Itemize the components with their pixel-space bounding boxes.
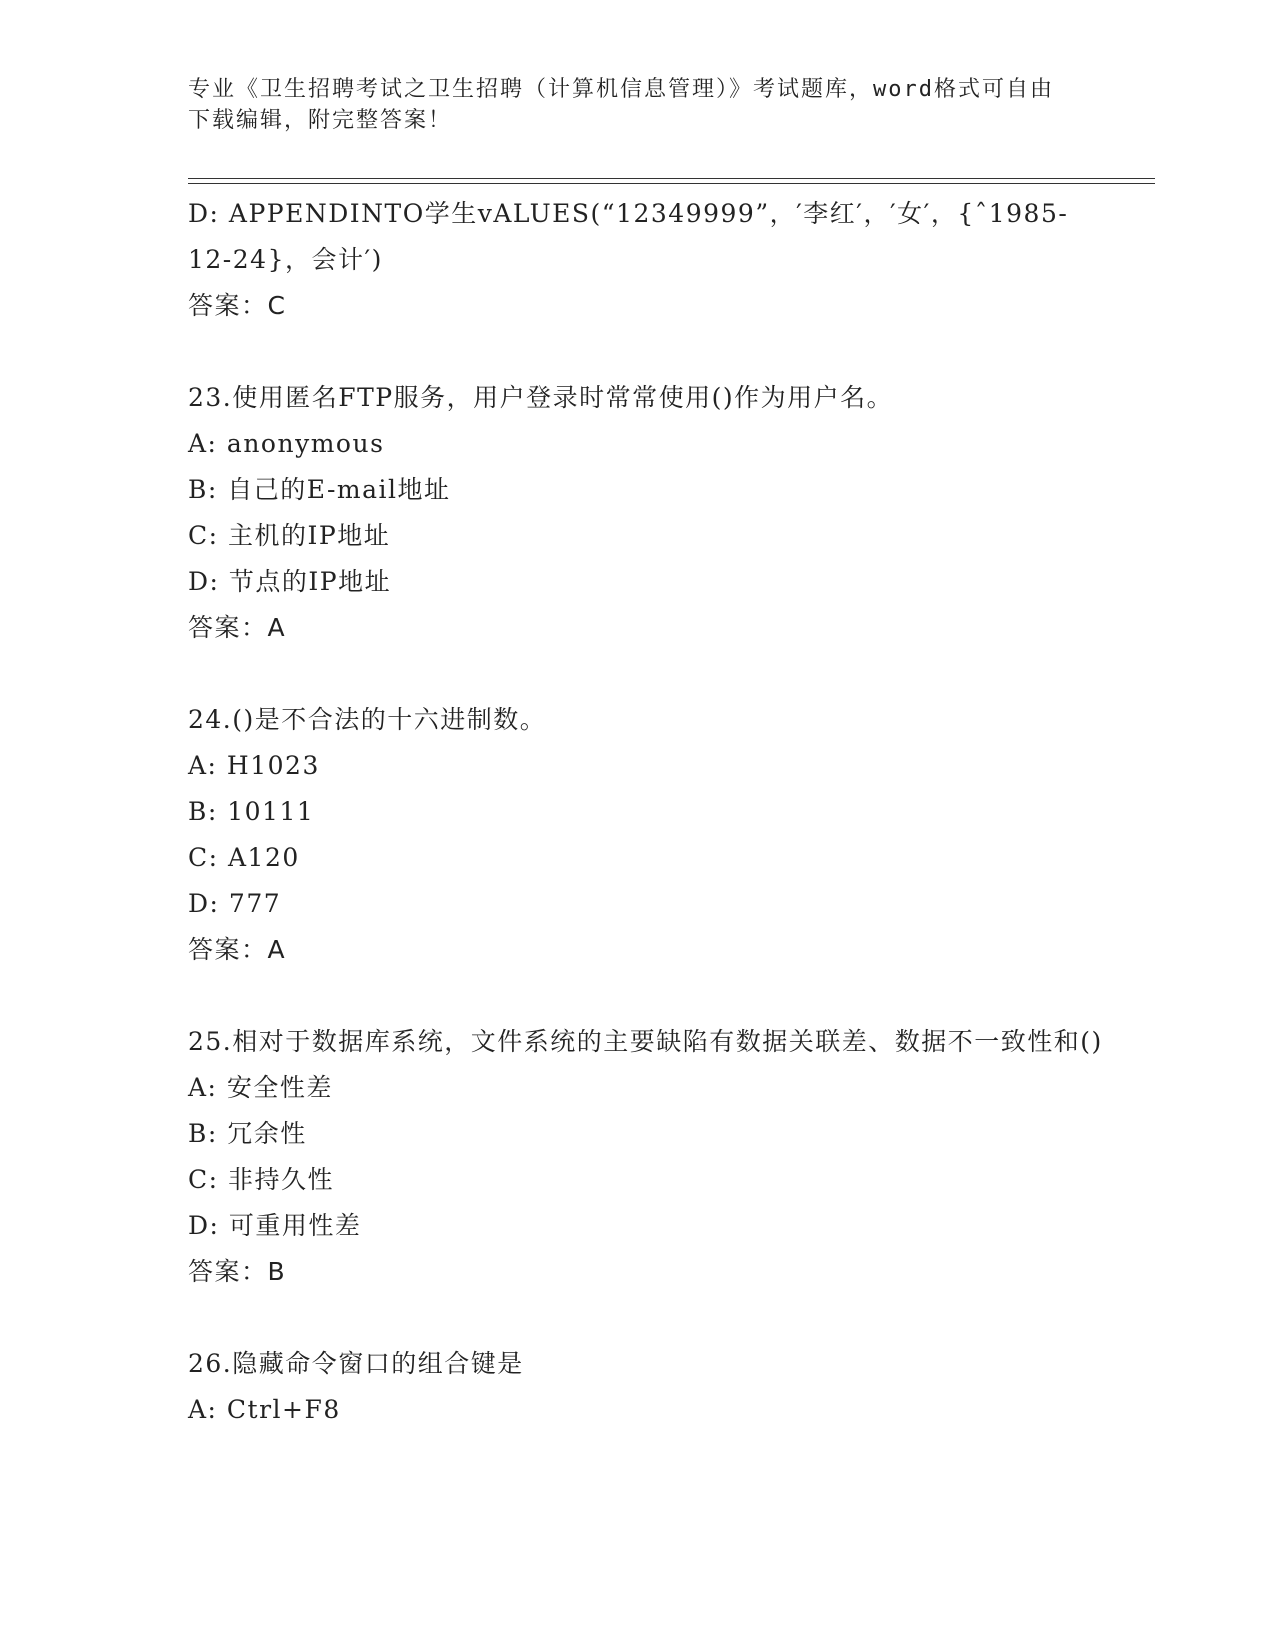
option-a: A: Ctrl+F8 bbox=[188, 1395, 341, 1424]
option-a: A: H1023 bbox=[188, 751, 320, 780]
question-26 bbox=[188, 1341, 1108, 1433]
option-b: B: 自己的E-mail地址 bbox=[188, 475, 451, 504]
answer-line: 答案：C bbox=[188, 291, 287, 320]
option-c: C: 非持久性 bbox=[188, 1165, 334, 1194]
option-c: C: A120 bbox=[188, 843, 300, 872]
question-23 bbox=[188, 375, 1108, 651]
question-stem: 24.()是不合法的十六进制数。 bbox=[188, 705, 547, 734]
answer-line: 答案：A bbox=[188, 935, 287, 964]
answer-line: 答案：B bbox=[188, 1257, 287, 1286]
header-divider-bottom bbox=[188, 183, 1155, 184]
option-c: C: 主机的IP地址 bbox=[188, 521, 391, 550]
option-d: D: 777 bbox=[188, 889, 282, 918]
header-divider-top bbox=[188, 178, 1155, 179]
option-d: D: 可重用性差 bbox=[188, 1211, 362, 1240]
question-stem: 23.使用匿名FTP服务，用户登录时常常使用()作为用户名。 bbox=[188, 383, 894, 412]
option-d: D: APPENDINTO学生vALUES(“12349999”，′李红′，′女′，{ˆ1985-12-24}，会计′) bbox=[188, 199, 1069, 274]
question-fragment-22 bbox=[188, 191, 1108, 329]
question-list bbox=[188, 191, 1108, 1433]
option-b: B: 10111 bbox=[188, 797, 315, 826]
question-stem: 25.相对于数据库系统，文件系统的主要缺陷有数据关联差、数据不一致性和() bbox=[188, 1027, 1103, 1056]
document-header: 专业《卫生招聘考试之卫生招聘（计算机信息管理）》考试题库，word格式可自由下载编辑，附完整答案！ bbox=[188, 77, 1054, 133]
option-a: A: 安全性差 bbox=[188, 1073, 333, 1102]
question-25 bbox=[188, 1019, 1108, 1295]
question-24 bbox=[188, 697, 1108, 973]
option-d: D: 节点的IP地址 bbox=[188, 567, 392, 596]
option-a: A: anonymous bbox=[188, 429, 385, 458]
answer-line: 答案：A bbox=[188, 613, 287, 642]
option-b: B: 冗余性 bbox=[188, 1119, 307, 1148]
question-stem: 26.隐藏命令窗口的组合键是 bbox=[188, 1349, 524, 1378]
